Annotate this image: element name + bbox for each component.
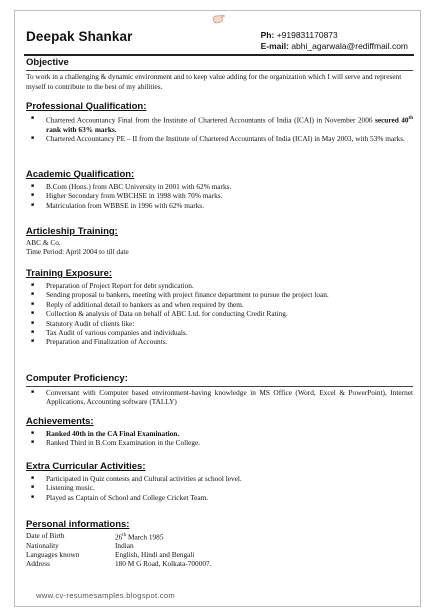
section-title-articleship: Articleship Training:	[26, 226, 118, 237]
list-item: ■ Higher Secondary from WBCHSE in 1998 with 70% marks.	[26, 191, 413, 200]
section-title-computer: Computer Proficiency:	[26, 373, 128, 384]
info-value: Indian	[115, 541, 134, 551]
info-value-main: 26	[115, 532, 123, 542]
list-item: ■ Ranked Third in B.Com Examination in the College.	[26, 438, 413, 447]
personal-section	[26, 519, 413, 569]
info-key: Nationality	[26, 541, 59, 551]
articleship-firm: ABC & Co.	[26, 238, 61, 247]
info-key: Date of Birth	[26, 531, 65, 540]
table-row	[26, 560, 211, 569]
list-item: ■ Participated in Quiz contests and Cultural activities at school level.	[26, 474, 413, 483]
phone-value: +919831170873	[276, 30, 338, 40]
list-item	[26, 134, 413, 143]
professional-qualification-section	[26, 101, 413, 144]
phone-line	[261, 30, 408, 41]
pointing-hand-icon	[212, 13, 226, 25]
list-item: ■ Preparation and Finalization of Accounts.	[26, 337, 413, 346]
item-bold-2: rank with 63% marks.	[46, 124, 117, 134]
list-item: ■ Preparation of Project Report for debt syndication.	[26, 281, 413, 290]
section-title-training: Training Exposure:	[26, 268, 113, 279]
item-sup: th	[408, 116, 413, 121]
info-value: 180 M G Road, Kolkata-700007.	[115, 558, 212, 568]
email-line	[261, 41, 408, 52]
candidate-name: Deepak Shankar	[26, 29, 133, 44]
training-section	[26, 268, 413, 347]
extracurricular-section	[26, 461, 413, 502]
achievements-list	[26, 429, 413, 448]
section-title-professional: Professional Qualification:	[26, 101, 147, 112]
extracurricular-list	[26, 474, 413, 502]
info-value-rest: March 1985	[126, 532, 164, 542]
objective-text: To work in a challenging & dynamic environment and to keep value adding for the organization which I will serve and represent myself to contribute to the best of my abilities.	[26, 72, 402, 91]
list-item	[26, 114, 413, 134]
list-item: ■ Ranked 40th in the CA Final Examination.	[26, 429, 413, 438]
section-title-academic: Academic Qualification:	[26, 169, 135, 180]
list-item: ■ Sending proposal to bankers, meeting with project finance department to pursue the project loan.	[26, 290, 413, 299]
list-item: ■ Played as Captain of School and College Cricket Team.	[26, 493, 413, 502]
personal-table	[26, 532, 211, 569]
phone-label: Ph:	[260, 30, 275, 40]
academic-qualification-section	[26, 169, 413, 210]
list-item: ■ Matriculation from WBBSE in 1996 with 62% marks.	[26, 201, 413, 210]
list-item: ■ Collection & analysis of Data on behalf of ABC Ltd. for conducting Credit Rating.	[26, 309, 413, 318]
professional-list	[26, 114, 413, 144]
articleship-period: Time Period: April 2004 to till date	[26, 247, 129, 256]
section-divider	[26, 70, 413, 71]
list-item: ■ Listening music.	[26, 483, 413, 492]
list-item: ■ Reply of additional detail to bankers as and when required by them.	[26, 300, 413, 309]
item-bold: secured 40	[374, 115, 409, 125]
list-item: ■ Statutory Audit of clients like:	[26, 319, 413, 328]
computer-list	[26, 388, 413, 407]
section-title-objective: Objective	[26, 57, 69, 68]
section-title-achievements: Achievements:	[26, 416, 94, 427]
info-key: Address	[26, 558, 50, 568]
list-item: ■ B.Com (Hons.) from ABC University in 2001 with 62% marks.	[26, 182, 413, 191]
email-value[interactable]: abhi_agarwala@rediffmail.com	[291, 41, 408, 51]
section-title-personal: Personal informations:	[26, 519, 130, 530]
contact-block	[261, 30, 408, 52]
achievements-section	[26, 416, 413, 448]
academic-list	[26, 182, 413, 210]
item-text: Chartered Accountancy Final from the Institute of Chartered Accountants of India (ICAI) in November 2006	[46, 115, 375, 125]
info-key: Languages known	[26, 550, 80, 560]
section-divider	[26, 386, 413, 387]
section-title-extracurricular: Extra Curricular Activities:	[26, 461, 146, 472]
articleship-section	[26, 226, 413, 256]
footer-watermark: www.cv-resumesamples.blogspot.com	[36, 591, 176, 600]
email-label: E-mail:	[260, 41, 289, 51]
training-list	[26, 281, 413, 347]
objective-section	[26, 57, 413, 91]
articleship-lines	[26, 238, 413, 256]
info-value: English, Hindi and Bengali	[115, 550, 195, 560]
list-item: ■ Conversant with Computer based environment-having knowledge in MS Office (Word, Excel & PowerPoint), Internet Applications, Accounting software (TALLY)	[26, 388, 413, 407]
item-text: Chartered Accountancy PE – II from the Institute of Chartered Accountants of India (ICAI) in May 2003, with 53% marks.	[46, 134, 405, 144]
list-item: ■ Tax Audit of various companies and individuals.	[26, 328, 413, 337]
header-rule	[24, 54, 414, 56]
computer-section	[26, 373, 413, 407]
info-value-sup: th	[122, 533, 127, 538]
